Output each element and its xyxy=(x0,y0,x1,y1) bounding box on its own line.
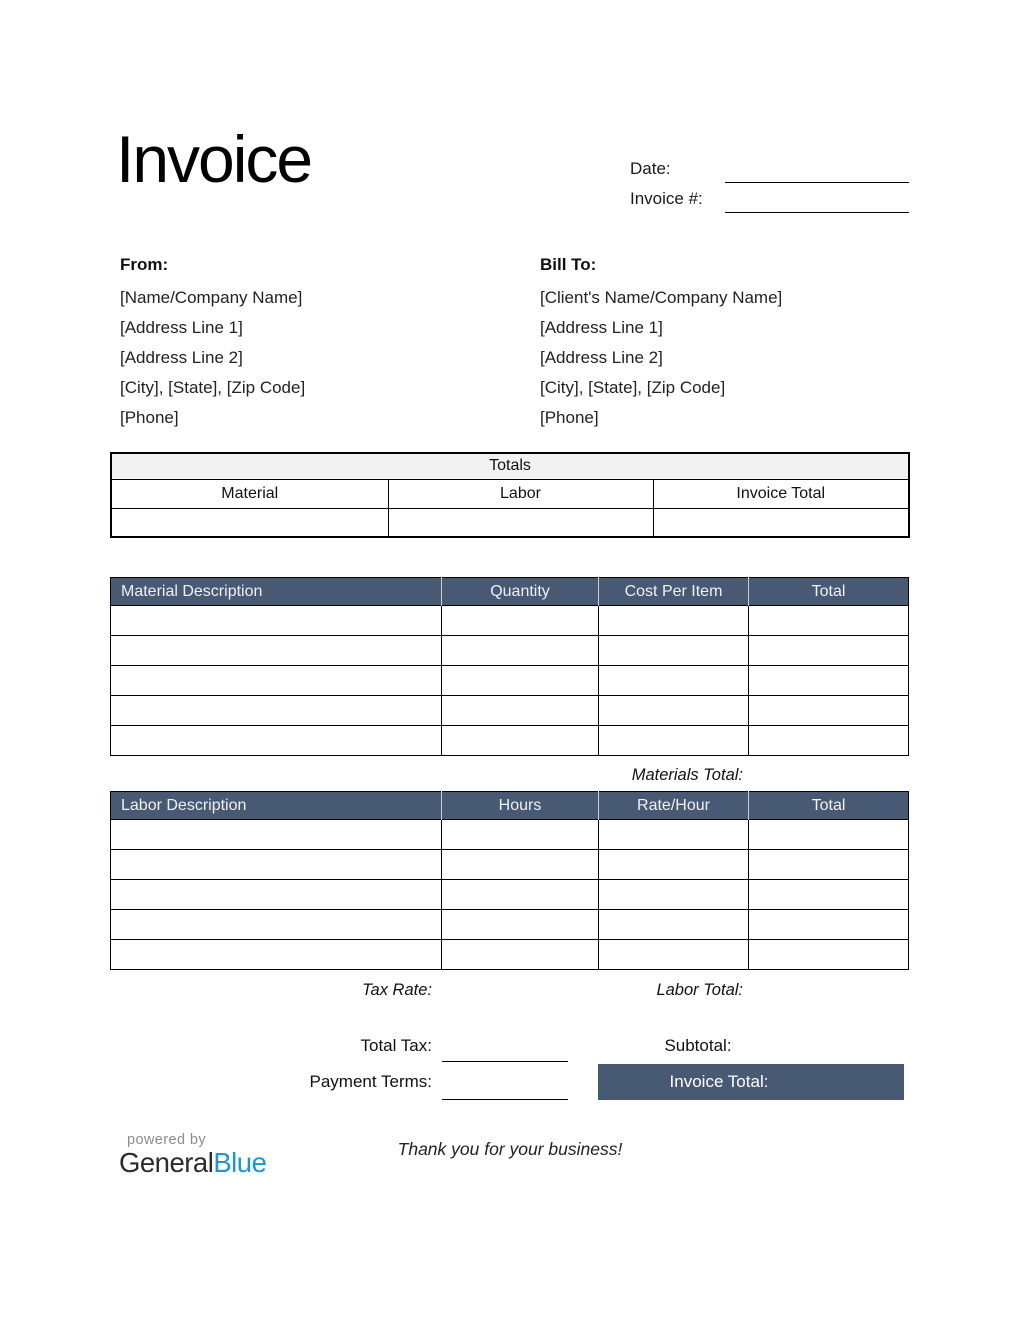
invoice-total-bar xyxy=(598,1064,904,1100)
labor-cell xyxy=(442,880,599,910)
bill-to-heading: Bill To: xyxy=(540,255,597,274)
labor-cell xyxy=(442,820,599,850)
material-column-header: Cost Per Item xyxy=(599,578,749,606)
address-line: [Client's Name/Company Name] xyxy=(540,288,783,307)
material-cell xyxy=(749,726,909,756)
material-cell xyxy=(749,606,909,636)
totals-column-header: Labor xyxy=(388,479,653,508)
labor-cell xyxy=(599,910,749,940)
page-title: Invoice xyxy=(116,122,312,196)
material-cell xyxy=(599,726,749,756)
subtotal-label: Subtotal: xyxy=(664,1036,732,1055)
totals-value-cell xyxy=(388,508,653,537)
material-cell xyxy=(599,606,749,636)
materials-total-label: Materials Total: xyxy=(631,766,743,784)
labor-column-header: Labor Description xyxy=(111,792,442,820)
labor-cell xyxy=(749,910,909,940)
labor-column-header: Total xyxy=(749,792,909,820)
logo-general-text: General xyxy=(119,1147,214,1178)
labor-column-header: Hours xyxy=(442,792,599,820)
payment-terms-fill-line xyxy=(442,1076,568,1100)
address-line: [City], [State], [Zip Code] xyxy=(120,378,306,397)
labor-total-label: Labor Total: xyxy=(656,981,743,999)
material-row xyxy=(111,606,909,636)
total-tax-label: Total Tax: xyxy=(360,1036,432,1055)
material-cell xyxy=(111,726,442,756)
material-cell xyxy=(599,696,749,726)
labor-column-header: Rate/Hour xyxy=(599,792,749,820)
material-cell xyxy=(749,636,909,666)
invoice-number-fill-line xyxy=(725,190,909,213)
material-cell xyxy=(599,666,749,696)
totals-table-title: Totals xyxy=(111,453,909,479)
total-tax-fill-line xyxy=(442,1038,568,1062)
labor-cell xyxy=(599,820,749,850)
from-heading: From: xyxy=(120,255,169,274)
material-row xyxy=(111,726,909,756)
totals-column-header: Invoice Total xyxy=(653,479,909,508)
invoice-total-label: Invoice Total: xyxy=(669,1072,769,1091)
labor-cell xyxy=(749,850,909,880)
labor-cell xyxy=(442,910,599,940)
labor-cell xyxy=(111,820,442,850)
address-line: [Name/Company Name] xyxy=(120,288,303,307)
material-column-header: Quantity xyxy=(442,578,599,606)
labor-cell xyxy=(599,940,749,970)
address-line: [Address Line 1] xyxy=(540,318,663,337)
date-label: Date: xyxy=(630,159,671,178)
bill-to-address-block xyxy=(540,283,782,433)
material-cell xyxy=(749,696,909,726)
labor-cell xyxy=(111,910,442,940)
address-line: [City], [State], [Zip Code] xyxy=(540,378,726,397)
material-row xyxy=(111,636,909,666)
address-line: [Address Line 1] xyxy=(120,318,243,337)
labor-cell xyxy=(599,880,749,910)
materials-table xyxy=(110,577,909,756)
thank-you-message: Thank you for your business! xyxy=(397,1139,623,1159)
material-row xyxy=(111,666,909,696)
from-address-block xyxy=(120,283,305,433)
material-cell xyxy=(111,666,442,696)
material-cell xyxy=(442,726,599,756)
labor-cell xyxy=(749,880,909,910)
date-fill-line xyxy=(725,160,909,183)
material-column-header: Material Description xyxy=(111,578,442,606)
address-line: [Address Line 2] xyxy=(540,348,663,367)
material-cell xyxy=(599,636,749,666)
labor-row xyxy=(111,850,909,880)
logo-blue-text: Blue xyxy=(213,1147,267,1178)
totals-value-cell xyxy=(111,508,388,537)
totals-table xyxy=(110,452,910,538)
address-line: [Phone] xyxy=(540,408,599,427)
labor-cell xyxy=(599,850,749,880)
material-cell xyxy=(442,666,599,696)
totals-value-cell xyxy=(653,508,909,537)
labor-cell xyxy=(749,940,909,970)
labor-row xyxy=(111,880,909,910)
invoice-number-label: Invoice #: xyxy=(630,189,703,208)
totals-column-header: Material xyxy=(111,479,388,508)
labor-row xyxy=(111,940,909,970)
labor-cell xyxy=(111,940,442,970)
material-cell xyxy=(442,696,599,726)
payment-terms-label: Payment Terms: xyxy=(309,1072,432,1091)
material-cell xyxy=(111,606,442,636)
labor-cell xyxy=(442,940,599,970)
material-cell xyxy=(442,636,599,666)
material-column-header: Total xyxy=(749,578,909,606)
material-cell xyxy=(111,696,442,726)
address-line: [Phone] xyxy=(120,408,179,427)
labor-row xyxy=(111,820,909,850)
address-line: [Address Line 2] xyxy=(120,348,243,367)
labor-cell xyxy=(442,850,599,880)
powered-by-text: powered by xyxy=(127,1132,206,1148)
labor-row xyxy=(111,910,909,940)
tax-rate-label: Tax Rate: xyxy=(361,981,432,999)
labor-cell xyxy=(111,850,442,880)
material-cell xyxy=(749,666,909,696)
labor-cell xyxy=(749,820,909,850)
material-cell xyxy=(442,606,599,636)
material-cell xyxy=(111,636,442,666)
labor-table xyxy=(110,791,909,970)
material-row xyxy=(111,696,909,726)
labor-cell xyxy=(111,880,442,910)
